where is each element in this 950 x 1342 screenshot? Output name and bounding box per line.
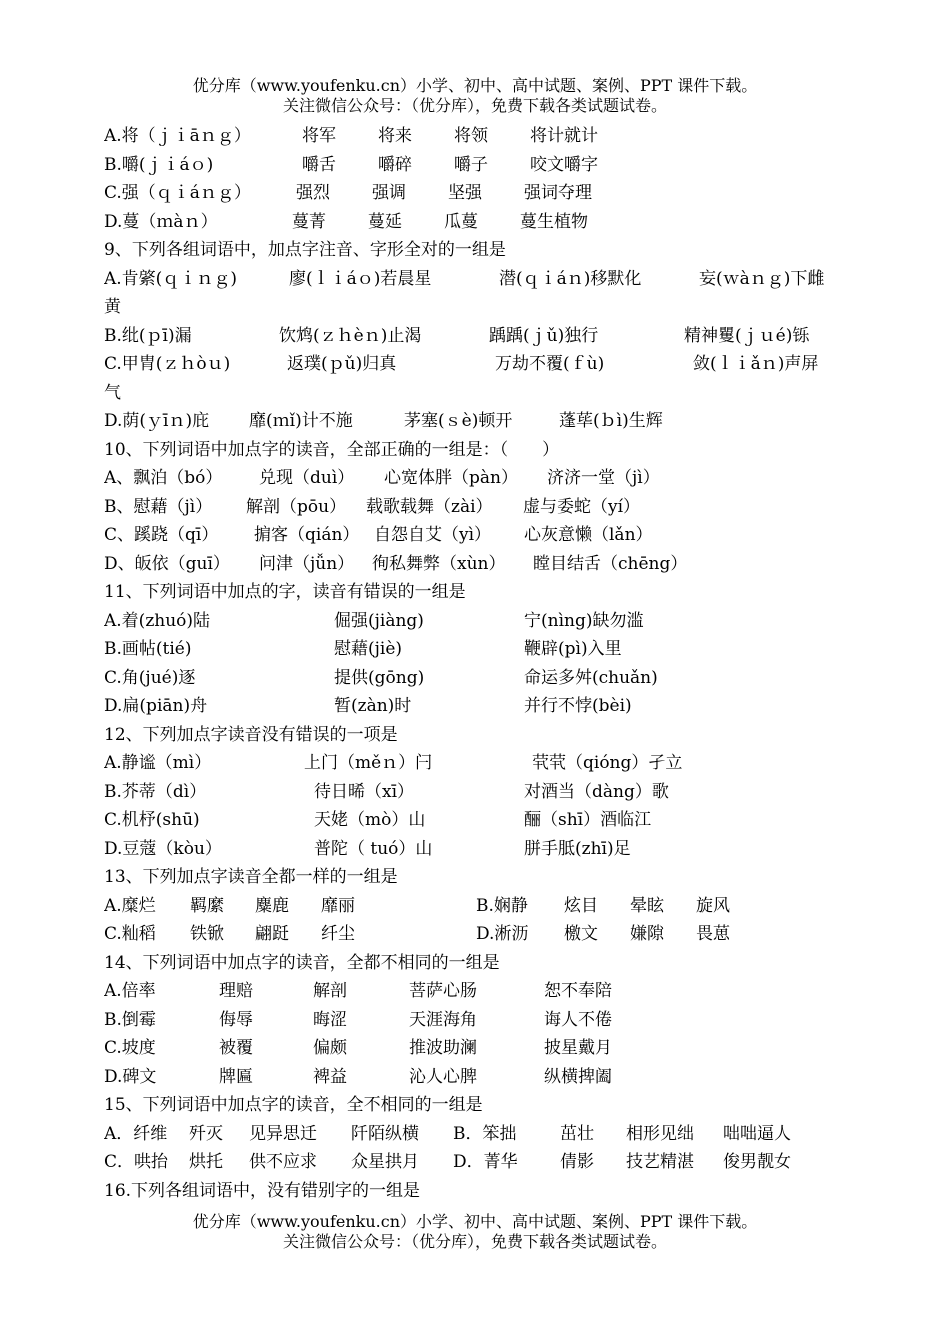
q10-a-3: 心宽体胖（pàn） xyxy=(384,468,518,488)
q10-a-2: 兑现（duì） xyxy=(259,468,355,488)
q12-d-3: 胼手胝(zhī)足 xyxy=(524,838,631,859)
q12-c-2: 天姥（mò）山 xyxy=(314,810,426,830)
page-footer xyxy=(0,1212,950,1252)
q14-c-3: 偏颇 xyxy=(313,1038,347,1058)
q11-c-3: 命运多舛(chuǎn) xyxy=(524,667,658,688)
q14-b-4: 天涯海角 xyxy=(409,1009,477,1030)
q9-option-c-wrap: 气 xyxy=(104,382,121,403)
q11-d-2: 暂(zàn)时 xyxy=(334,696,412,716)
q13-r1-5: B.娴静 xyxy=(476,895,528,916)
q15-r2-1: C．哄抬 xyxy=(104,1152,169,1172)
q8-option-c xyxy=(104,179,854,208)
q8-a-w3: 将领 xyxy=(454,126,488,146)
q8-c-w3: 坚强 xyxy=(448,183,482,203)
q15-r2-2: 烘托 xyxy=(189,1152,223,1172)
q13-r1-4: 靡丽 xyxy=(321,895,355,916)
q10-c-1: C、蹊跷（qī） xyxy=(104,525,219,545)
q9-option-b xyxy=(104,322,854,351)
q14-a-1: A.倍率 xyxy=(104,981,156,1001)
q15-r2-4: 众星拱月 xyxy=(351,1152,419,1172)
q10-d-4: 瞠目结舌（chēng） xyxy=(533,553,688,574)
q15-r2-7: 技艺精湛 xyxy=(626,1152,694,1172)
q9-d-1: D.荫(ｙīｎ)庇 xyxy=(104,411,210,431)
q10-option-c xyxy=(104,521,854,550)
q11-b-1: B.画帖(tié) xyxy=(104,639,192,659)
q14-d-4: 沁人心脾 xyxy=(409,1066,477,1087)
q14-c-4: 推波助澜 xyxy=(409,1038,477,1058)
q8-b-w3: 嚼子 xyxy=(454,154,488,175)
q10-b-4: 虚与委蛇（yí） xyxy=(523,496,641,517)
q16-title: 16.下列各组词语中，没有错别字的一组是 xyxy=(104,1180,421,1201)
q8-a-w2: 将来 xyxy=(378,126,412,146)
q9-b-2: 饮鸩(ｚｈèｎ)止渴 xyxy=(279,325,422,346)
q14-b-5: 诲人不倦 xyxy=(544,1009,612,1030)
q10-c-2: 掮客（qián） xyxy=(254,525,360,545)
q10-d-3: 徇私舞弊（xùn） xyxy=(372,553,506,574)
q14-c-2: 被覆 xyxy=(219,1038,253,1058)
q14-a-5: 恕不奉陪 xyxy=(544,981,612,1001)
q10-c-3: 自怨自艾（yì） xyxy=(374,525,492,545)
q8-b-w4: 咬文嚼字 xyxy=(530,154,598,175)
q10-title: 10、下列词语中加点字的读音，全部正确的一组是：（ ） xyxy=(104,439,560,460)
q9-title: 9、下列各组词语中，加点字注音、字形全对的一组是 xyxy=(104,240,506,260)
q13-r1-7: 晕眩 xyxy=(630,895,664,916)
q11-a-3: 宁(nìng)缺勿滥 xyxy=(524,610,644,631)
q12-b-1: B.芥蒂（dì） xyxy=(104,781,207,802)
q13-title: 13、下列加点字读音全都一样的一组是 xyxy=(104,867,398,887)
q14-d-5: 纵横捭阖 xyxy=(544,1066,612,1087)
q8-option-a xyxy=(104,122,854,151)
q8-c-w1: 强烈 xyxy=(296,183,330,203)
q14-a-4: 菩萨心肠 xyxy=(409,981,477,1001)
q15-r1-8: 咄咄逼人 xyxy=(723,1123,791,1144)
q14-title: 14、下列词语中加点字的读音，全都不相同的一组是 xyxy=(104,952,500,973)
q14-a-3: 解剖 xyxy=(313,981,347,1001)
q14-option-d xyxy=(104,1063,854,1092)
q13-r1-8: 旋风 xyxy=(696,895,730,916)
q11-d-3: 并行不悖(bèi) xyxy=(524,696,632,716)
q15-r2-5: D．菁华 xyxy=(453,1152,518,1172)
footer-line-1: 优分库（www.youfenku.cn）小学、初中、高中试题、案例、PPT 课件下载。 xyxy=(192,1212,758,1231)
q14-d-3: 裨益 xyxy=(313,1066,347,1087)
q14-b-3: 晦涩 xyxy=(313,1009,347,1030)
header-line-1: 优分库（www.youfenku.cn）小学、初中、高中试题、案例、PPT 课件下载。 xyxy=(192,76,758,95)
q13-row-2 xyxy=(104,920,854,949)
q14-c-1: C.坡度 xyxy=(104,1038,156,1058)
q9-option-d xyxy=(104,407,854,436)
q10-option-b xyxy=(104,493,854,522)
q8-d-stem: D.蔓（ｍàｎ） xyxy=(104,211,218,232)
q12-b-2: 待日晞（xī） xyxy=(314,781,415,802)
q9-option-a xyxy=(104,265,854,294)
q14-option-c xyxy=(104,1034,854,1063)
q11-option-d xyxy=(104,692,854,721)
q9-c-2: 返璞(ｐǔ)归真 xyxy=(287,354,397,374)
q14-d-2: 牌匾 xyxy=(219,1066,253,1087)
q8-b-stem: B.嚼(ｊｉáｏ) xyxy=(104,154,214,175)
q15-row-1 xyxy=(104,1120,854,1149)
q14-a-2: 理赔 xyxy=(219,981,253,1001)
q15-r1-7: 相形见绌 xyxy=(626,1123,694,1144)
q9-d-3: 茅塞(ｓè)顿开 xyxy=(404,411,513,431)
q9-c-4: 敛(ｌｉǎｎ)声屏 xyxy=(693,354,819,374)
q10-a-1: A、飘泊（bó） xyxy=(104,468,223,488)
q13-r2-3: 翩跹 xyxy=(255,924,289,944)
q9-b-3: 踽踽(ｊǔ)独行 xyxy=(489,325,599,346)
q10-b-2: 解剖（pōu） xyxy=(246,496,347,517)
q8-c-w4: 强词夺理 xyxy=(524,183,592,203)
q12-option-d xyxy=(104,835,854,864)
q8-d-w2: 蔓延 xyxy=(368,211,402,232)
q11-b-3: 鞭辟(pì)入里 xyxy=(524,639,622,659)
q11-c-1: C.角(jué)逐 xyxy=(104,667,196,688)
q12-c-1: C.机杼(shū) xyxy=(104,810,200,830)
q10-option-a xyxy=(104,464,854,493)
q14-b-2: 侮辱 xyxy=(219,1009,253,1030)
q13-r2-4: 纤尘 xyxy=(321,924,355,944)
page-header xyxy=(0,76,950,116)
q15-row-2 xyxy=(104,1148,854,1177)
q13-r1-3: 麋鹿 xyxy=(255,895,289,916)
q15-r1-2: 歼灭 xyxy=(189,1123,223,1144)
q8-b-w1: 嚼舌 xyxy=(302,154,336,175)
q10-a-4: 济济一堂（jì） xyxy=(547,468,660,488)
q8-a-stem: A.将（ｊｉāｎｇ） xyxy=(104,126,251,146)
q10-d-2: 问津（jǚn） xyxy=(259,553,355,574)
q11-b-2: 慰藉(jiè) xyxy=(334,639,403,659)
q14-option-a xyxy=(104,977,854,1006)
q9-a-2: 廖(ｌｉáｏ)若晨星 xyxy=(289,268,432,289)
q15-r1-5: B．笨拙 xyxy=(453,1123,517,1144)
q11-a-1: A.着(zhuó)陆 xyxy=(104,610,211,631)
q8-c-stem: C.强（ｑｉáｎｇ） xyxy=(104,183,251,203)
q12-d-1: D.豆蔻（kòu） xyxy=(104,838,222,859)
q13-r2-2: 铁锨 xyxy=(190,924,224,944)
q9-c-1: C.甲胄(ｚｈòｕ) xyxy=(104,354,231,374)
q13-r1-1: A.糜烂 xyxy=(104,895,156,916)
q10-d-1: D、皈依（guī） xyxy=(104,553,230,574)
q9-d-4: 蓬荜(ｂì)生辉 xyxy=(559,411,663,431)
q15-r1-3: 见异思迁 xyxy=(249,1123,317,1144)
q8-a-w4: 将计就计 xyxy=(530,126,598,146)
q15-r1-4: 阡陌纵横 xyxy=(351,1123,419,1144)
q15-r1-6: 茁壮 xyxy=(560,1123,594,1144)
q14-c-5: 披星戴月 xyxy=(544,1038,612,1058)
q9-d-2: 靡(ｍǐ)计不施 xyxy=(249,411,353,431)
q12-c-3: 酾（shī）酒临江 xyxy=(524,810,652,830)
q15-r2-8: 俊男靓女 xyxy=(723,1152,791,1172)
q10-b-3: 载歌载舞（zài） xyxy=(366,496,493,517)
q8-d-w1: 蔓菁 xyxy=(292,211,326,232)
q9-a-3: 潜(ｑｉáｎ)移默化 xyxy=(499,268,642,289)
q12-option-c xyxy=(104,806,854,835)
q15-r1-1: A．纤维 xyxy=(104,1123,168,1144)
q14-b-1: B.倒霉 xyxy=(104,1009,156,1030)
q13-r2-8: 畏葸 xyxy=(696,924,730,944)
q8-c-w2: 强调 xyxy=(372,183,406,203)
q8-a-w1: 将军 xyxy=(302,126,336,146)
q12-d-2: 普陀（ tuó）山 xyxy=(314,838,433,859)
q12-b-3: 对酒当（dàng）歌 xyxy=(524,781,669,802)
q8-b-w2: 嚼碎 xyxy=(378,154,412,175)
q9-a-4: 妄(ｗàｎｇ)下雌 xyxy=(699,268,825,289)
q13-r2-7: 嫌隙 xyxy=(630,924,664,944)
q10-b-1: B、慰藉（jì） xyxy=(104,496,213,517)
q12-title: 12、下列加点字读音没有错误的一项是 xyxy=(104,724,398,745)
q14-d-1: D.碑文 xyxy=(104,1066,157,1087)
q12-a-3: 茕茕（qióng）孑立 xyxy=(532,753,683,773)
q15-r2-3: 供不应求 xyxy=(249,1152,317,1172)
q12-option-a xyxy=(104,749,854,778)
q12-option-b xyxy=(104,778,854,807)
q8-d-w4: 蔓生植物 xyxy=(520,211,588,232)
q11-d-1: D.扁(piān)舟 xyxy=(104,696,208,716)
q11-a-2: 倔强(jiàng) xyxy=(334,610,424,631)
q12-a-1: A.静谧（mì） xyxy=(104,753,212,773)
q9-c-3: 万劫不覆(ｆù) xyxy=(495,354,605,374)
q10-c-4: 心灰意懒（lǎn） xyxy=(524,525,653,545)
q8-option-d xyxy=(104,208,854,237)
q12-a-2: 上门（měｎ）闩 xyxy=(304,753,433,773)
q9-option-a-wrap: 黄 xyxy=(104,297,121,317)
q11-option-a xyxy=(104,607,854,636)
q8-option-b xyxy=(104,151,854,180)
q9-b-4: 精神矍(ｊｕé)铄 xyxy=(684,325,810,346)
header-line-2: 关注微信公众号：（优分库），免费下载各类试题试卷。 xyxy=(282,96,667,115)
q13-r2-6: 檄文 xyxy=(564,924,598,944)
q8-d-w3: 瓜蔓 xyxy=(444,211,478,232)
q9-b-1: B.纰(ｐī)漏 xyxy=(104,325,192,346)
q10-option-d xyxy=(104,550,854,579)
q11-title: 11、下列词语中加点的字，读音有错误的一组是 xyxy=(104,582,466,602)
q14-option-b xyxy=(104,1006,854,1035)
q11-c-2: 提供(gōng) xyxy=(334,667,425,688)
q11-option-c xyxy=(104,664,854,693)
q13-r2-1: C.籼稻 xyxy=(104,924,156,944)
q13-r2-5: D.淅沥 xyxy=(476,924,529,944)
footer-line-2: 关注微信公众号：（优分库），免费下载各类试题试卷。 xyxy=(282,1232,667,1251)
q13-row-1 xyxy=(104,892,854,921)
q13-r1-2: 羁縻 xyxy=(190,895,224,916)
q9-a-1: A.肯綮(ｑｉｎｇ) xyxy=(104,268,237,289)
q11-option-b xyxy=(104,635,854,664)
q13-r1-6: 炫目 xyxy=(564,895,598,916)
q15-title: 15、下列词语中加点字的读音，全不相同的一组是 xyxy=(104,1095,483,1115)
document-body xyxy=(104,122,854,1205)
q9-option-c xyxy=(104,350,854,379)
q15-r2-6: 倩影 xyxy=(560,1152,594,1172)
